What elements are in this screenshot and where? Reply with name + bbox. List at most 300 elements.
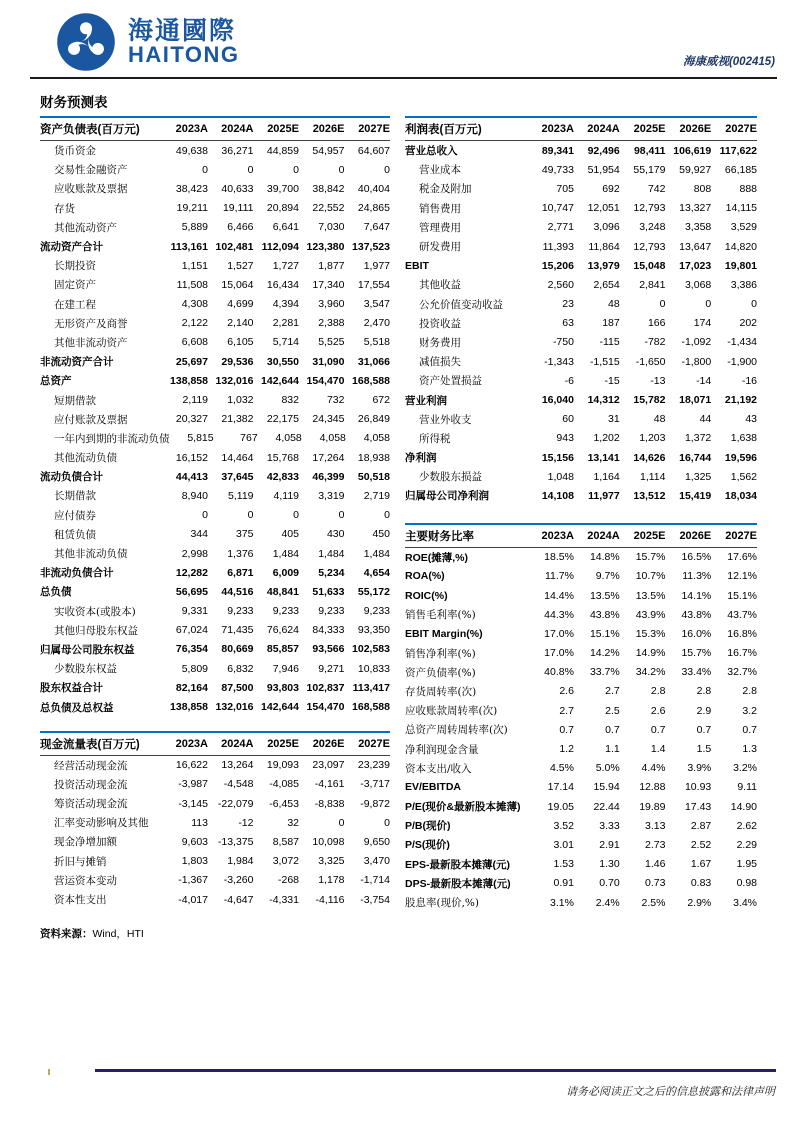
cell-value: 11,864 <box>588 240 620 253</box>
cell-value: -4,548 <box>223 778 254 791</box>
cell-value: 2.62 <box>736 819 758 832</box>
row-label: 净利润现金含量 <box>405 743 479 756</box>
cell-value: 2.9% <box>687 896 712 909</box>
cell-value: 60 <box>562 413 574 426</box>
cell-value: 13,264 <box>221 759 254 772</box>
cell-value: 14.2% <box>589 647 620 660</box>
left-column <box>40 116 390 941</box>
cell-value: -3,754 <box>360 893 390 906</box>
cell-value: 3.9% <box>687 762 712 775</box>
table-row <box>405 644 757 663</box>
column-header: 2025E <box>267 123 299 135</box>
cell-value: 0 <box>705 298 712 311</box>
cell-value: 15,419 <box>679 489 712 502</box>
cell-value: 0 <box>338 163 345 176</box>
cell-value: -1,092 <box>681 336 712 349</box>
table-row <box>40 563 390 582</box>
cell-value: 9,233 <box>272 605 299 618</box>
row-label: 交易性金融资产 <box>54 164 128 177</box>
cell-value: 11,977 <box>588 489 620 502</box>
cell-value: 4,394 <box>272 298 299 311</box>
table-row <box>40 141 390 160</box>
cell-value: 6,832 <box>227 662 254 675</box>
table-row <box>405 410 757 429</box>
row-label: 资本性支出 <box>54 894 107 907</box>
cell-value: 11,393 <box>542 240 574 253</box>
cell-value: 14,464 <box>221 451 254 464</box>
cell-value: 11.3% <box>682 570 712 583</box>
row-label: 总资产周转周转率(次) <box>405 724 508 737</box>
cell-value: 15,768 <box>266 451 299 464</box>
row-label: 股息率(现价,%) <box>405 897 480 910</box>
cell-value: 5.0% <box>595 762 620 775</box>
row-label: 少数股东损益 <box>419 471 482 484</box>
cell-value: 168,588 <box>352 374 390 387</box>
cell-value: 7,647 <box>363 221 390 234</box>
table-row <box>40 852 390 871</box>
row-label: 其他归母股东权益 <box>54 624 138 637</box>
logo-text <box>128 18 240 66</box>
cell-value: 3,960 <box>318 298 345 311</box>
cell-value: 1,032 <box>227 394 254 407</box>
row-label: 在建工程 <box>54 298 96 311</box>
cell-value: 9,233 <box>318 605 345 618</box>
cell-value: 15,206 <box>541 259 574 272</box>
row-label: 净利润 <box>405 452 437 465</box>
cell-value: 36,271 <box>221 144 254 157</box>
cell-value: 0.7 <box>696 723 712 736</box>
cell-value: 132,016 <box>215 374 254 387</box>
cell-value: 82,164 <box>175 681 208 694</box>
cell-value: 22,552 <box>312 202 345 215</box>
row-label: 少数股东权益 <box>54 663 117 676</box>
cell-value: 67,024 <box>175 624 208 637</box>
cell-value: 2,122 <box>181 317 208 330</box>
cell-value: 4,119 <box>273 489 299 502</box>
row-label: 营业外收支 <box>419 413 472 426</box>
cell-value: 19,111 <box>222 202 254 215</box>
column-header: 2026E <box>312 123 345 135</box>
column-header: 2023A <box>541 529 574 542</box>
table-row <box>405 874 757 893</box>
cell-value: 3,248 <box>639 221 666 234</box>
table-row <box>405 141 757 160</box>
cell-value: 1,048 <box>547 470 574 483</box>
cell-value: 2.4% <box>595 896 620 909</box>
row-label: 营业总收入 <box>405 145 458 158</box>
logo-chinese-name: 海通國際 <box>128 16 237 45</box>
cell-value: 19,801 <box>724 259 758 272</box>
cell-value: 102,583 <box>352 643 390 656</box>
cell-value: 15.94 <box>593 781 620 794</box>
cell-value: 430 <box>326 528 345 541</box>
cell-value: 2,771 <box>547 221 574 234</box>
cell-value: 23 <box>562 298 574 311</box>
cell-value: -8,838 <box>314 797 345 810</box>
table-row <box>405 816 757 835</box>
cell-value: 16.8% <box>727 627 758 640</box>
row-label: DPS-最新股本摊薄(元) <box>405 877 511 890</box>
cell-value: 10.93 <box>684 781 712 794</box>
cell-value: 4.5% <box>550 762 574 775</box>
row-label: 销售毛利率(%) <box>405 609 476 622</box>
column-header: 2026E <box>679 123 712 135</box>
cell-value: 18,071 <box>679 394 712 407</box>
cell-value: 30,550 <box>266 355 299 368</box>
row-label: ROIC(%) <box>405 589 448 602</box>
cell-value: 55,172 <box>357 585 390 598</box>
cell-value: 44,413 <box>175 470 208 483</box>
table-row <box>405 759 757 778</box>
table-row <box>40 160 390 179</box>
cell-value: 16,744 <box>679 451 712 464</box>
cell-value: 344 <box>190 528 208 541</box>
cell-value: 39,700 <box>266 182 299 195</box>
cell-value: 15,064 <box>221 278 254 291</box>
cell-value: 142,644 <box>261 701 299 714</box>
cell-value: 1,484 <box>272 547 299 560</box>
cell-value: 44.3% <box>544 608 574 621</box>
right-column <box>405 116 757 941</box>
cell-value: 15.1% <box>589 627 620 640</box>
cell-value: 32 <box>287 816 299 829</box>
cell-value: 34.2% <box>635 666 666 679</box>
data-source-line <box>40 926 390 941</box>
financial-ratios-table <box>405 523 757 913</box>
row-label: 实收资本(或股本) <box>54 605 136 618</box>
row-label: 营业利润 <box>405 394 447 407</box>
cell-value: 0 <box>202 509 208 522</box>
cell-value: 31 <box>608 413 620 426</box>
cell-value: 1,977 <box>363 259 390 272</box>
cell-value: 2,281 <box>272 317 299 330</box>
cell-value: 1,562 <box>730 470 758 483</box>
cell-value: 9,233 <box>227 605 254 618</box>
row-label: 经营活动现金流 <box>54 759 128 772</box>
table-row <box>40 295 390 314</box>
cell-value: -115 <box>599 336 620 349</box>
table-row <box>40 659 390 678</box>
cell-value: 2,719 <box>363 489 390 502</box>
cell-value: 13,327 <box>679 202 712 215</box>
cell-value: -1,343 <box>544 355 574 368</box>
cell-value: 54,957 <box>312 144 345 157</box>
table-row <box>40 621 390 640</box>
cell-value: 1,372 <box>684 432 712 445</box>
row-label: 总资产 <box>40 375 72 388</box>
income-statement-table <box>405 116 757 506</box>
cell-value: 3,529 <box>730 221 758 234</box>
cell-value: 113,161 <box>170 240 208 253</box>
row-label: 汇率变动影响及其他 <box>54 817 149 830</box>
table-title: 利润表(百万元) <box>405 124 482 136</box>
cell-value: 15.3% <box>635 627 666 640</box>
table-row <box>40 218 390 237</box>
row-label: 一年内到期的非流动负债 <box>54 432 170 445</box>
cell-value: 93,566 <box>312 643 345 656</box>
cell-value: 2.29 <box>736 838 758 851</box>
cell-value: -1,650 <box>635 355 666 368</box>
cell-value: 87,500 <box>221 681 254 694</box>
cell-value: 2.5 <box>605 704 620 717</box>
cell-value: 4,058 <box>363 432 390 445</box>
cell-value: 14.9% <box>635 647 666 660</box>
cell-value: 106,619 <box>673 144 712 157</box>
cell-value: 1.46 <box>645 858 666 871</box>
cell-value: 154,470 <box>306 701 345 714</box>
table-title: 资产负债表(百万元) <box>40 124 140 136</box>
cell-value: 3,096 <box>593 221 620 234</box>
cell-value: 3.1% <box>550 896 574 909</box>
cell-value: -4,161 <box>314 778 345 791</box>
cell-value: 3,358 <box>684 221 712 234</box>
cell-value: 1,527 <box>227 259 254 272</box>
cell-value: 20,894 <box>266 202 299 215</box>
cell-value: -268 <box>277 874 299 887</box>
cell-value: 0.7 <box>650 723 666 736</box>
table-row <box>405 467 757 486</box>
table-row <box>40 756 390 775</box>
cell-value: 14.1% <box>681 589 712 602</box>
table-row <box>40 544 390 563</box>
table-row <box>405 701 757 720</box>
cell-value: 18,938 <box>357 451 390 464</box>
cell-value: 43.8% <box>589 608 620 621</box>
table-row <box>40 890 390 909</box>
cell-value: 2.6 <box>559 685 574 698</box>
row-label: 销售费用 <box>419 202 461 215</box>
table-row <box>405 605 757 624</box>
cell-value: 3.2% <box>733 762 758 775</box>
cell-value: 375 <box>235 528 254 541</box>
cell-value: 24,865 <box>357 202 390 215</box>
cell-value: 2,998 <box>181 547 208 560</box>
cell-value: 0 <box>659 298 666 311</box>
cell-value: 0.73 <box>645 877 666 890</box>
cell-value: 6,641 <box>272 221 299 234</box>
cell-value: 0 <box>247 163 254 176</box>
cell-value: -782 <box>644 336 666 349</box>
table-row <box>40 275 390 294</box>
cell-value: 31,090 <box>312 355 345 368</box>
row-label: 总负债 <box>40 586 72 599</box>
table-row <box>405 237 757 256</box>
table-row <box>405 218 757 237</box>
table-row <box>405 663 757 682</box>
cell-value: 6,009 <box>272 566 299 579</box>
cell-value: 64,607 <box>357 144 390 157</box>
cell-value: 0.70 <box>599 877 620 890</box>
table-row <box>405 256 757 275</box>
cell-value: 37,645 <box>221 470 254 483</box>
row-label: 固定资产 <box>54 279 96 292</box>
cell-value: 16.0% <box>681 627 712 640</box>
row-label: 管理费用 <box>419 221 461 234</box>
cell-value: -4,647 <box>223 893 254 906</box>
table-row <box>405 390 757 409</box>
table-row <box>405 371 757 390</box>
cell-value: 17.43 <box>684 800 712 813</box>
cell-value: -1,367 <box>178 874 208 887</box>
row-label: EBIT <box>405 259 429 272</box>
cell-value: 732 <box>326 394 345 407</box>
cell-value: 4,058 <box>319 432 346 445</box>
cell-value: 202 <box>739 317 758 330</box>
cell-value: -13 <box>650 374 666 387</box>
cell-value: 2.91 <box>599 838 620 851</box>
column-header: 2025E <box>633 123 666 135</box>
cell-value: 17.0% <box>544 647 574 660</box>
tables-area <box>40 116 757 941</box>
row-label: 归属母公司净利润 <box>405 490 489 503</box>
cell-value: 12.88 <box>639 781 666 794</box>
cell-value: 13,979 <box>587 259 620 272</box>
cell-value: 1,202 <box>593 432 620 445</box>
cell-value: 2.9 <box>696 704 712 717</box>
row-label: 营运资本变动 <box>54 874 117 887</box>
table-row <box>405 567 757 586</box>
cell-value: 40,633 <box>221 182 254 195</box>
row-label: 研发费用 <box>419 241 461 254</box>
cell-value: 12,793 <box>633 240 666 253</box>
row-label: 所得税 <box>419 432 451 445</box>
cell-value: 808 <box>693 182 712 195</box>
row-label: 折旧与摊销 <box>54 855 107 868</box>
cell-value: 4,058 <box>275 432 302 445</box>
cell-value: 46,399 <box>312 470 345 483</box>
cell-value: 5,809 <box>181 662 208 675</box>
cell-value: -3,987 <box>178 778 208 791</box>
balance-sheet-table <box>40 116 390 717</box>
source-label: 资料来源： <box>40 928 93 941</box>
cell-value: 6,608 <box>181 336 208 349</box>
cell-value: 1.2 <box>559 743 574 756</box>
cell-value: 2.73 <box>645 838 666 851</box>
cell-value: 50,518 <box>357 470 390 483</box>
cell-value: 16.7% <box>727 647 758 660</box>
cell-value: 22.44 <box>593 800 620 813</box>
cell-value: 15.1% <box>727 589 758 602</box>
column-header: 2023A <box>175 737 208 750</box>
page-title: 财务预测表 <box>40 95 108 110</box>
cell-value: 1.67 <box>690 858 712 871</box>
table-row <box>40 256 390 275</box>
column-header: 2027E <box>725 529 758 542</box>
table-row <box>405 682 757 701</box>
cell-value: 93,350 <box>357 624 390 637</box>
cell-value: 0.7 <box>742 723 758 736</box>
cell-value: 55,179 <box>633 163 666 176</box>
cell-value: 2,119 <box>182 394 208 407</box>
table-header-row <box>405 523 757 548</box>
cell-value: 1,803 <box>181 855 208 868</box>
cell-value: -16 <box>741 374 758 387</box>
cell-value: 4,308 <box>181 298 208 311</box>
cell-value: 0.91 <box>553 877 574 890</box>
cell-value: 10.7% <box>635 570 666 583</box>
row-label: 总负债及总权益 <box>40 701 114 714</box>
table-row <box>405 429 757 448</box>
cell-value: 42,833 <box>266 470 299 483</box>
cell-value: 2.87 <box>690 819 712 832</box>
row-label: EV/EBITDA <box>405 781 462 794</box>
cell-value: 15.7% <box>635 551 666 564</box>
cell-value: 142,644 <box>261 374 299 387</box>
row-label: 应收账款及票据 <box>54 183 128 196</box>
table-row <box>405 160 757 179</box>
cell-value: 138,858 <box>170 374 208 387</box>
cell-value: 0 <box>384 816 390 829</box>
cell-value: 1.5 <box>696 743 712 756</box>
cell-value: 13.5% <box>589 589 620 602</box>
cell-value: -3,260 <box>223 874 254 887</box>
table-row <box>405 486 757 505</box>
cell-value: 19,596 <box>724 451 758 464</box>
cell-value: 21,192 <box>724 394 758 407</box>
cell-value: 49,638 <box>175 144 208 157</box>
cell-value: 13,512 <box>633 489 666 502</box>
cell-value: 51,633 <box>312 585 345 598</box>
cell-value: 1,203 <box>639 432 666 445</box>
cell-value: 5,518 <box>363 336 390 349</box>
row-label: ROE(摊薄,%) <box>405 551 468 564</box>
row-label: 租赁负债 <box>54 528 96 541</box>
cell-value: 154,470 <box>306 374 345 387</box>
table-row <box>40 794 390 813</box>
cell-value: 43.7% <box>727 608 758 621</box>
table-header-row <box>40 116 390 141</box>
cell-value: 138,858 <box>170 701 208 714</box>
cell-value: 29,536 <box>221 355 254 368</box>
table-row <box>40 775 390 794</box>
cell-value: 16.5% <box>681 551 712 564</box>
cell-value: 85,857 <box>266 643 299 656</box>
cell-value: 26,849 <box>357 413 390 426</box>
cell-value: 76,354 <box>175 643 208 656</box>
cell-value: 112,094 <box>261 240 299 253</box>
table-row <box>40 429 390 448</box>
table-row <box>40 448 390 467</box>
cell-value: 692 <box>602 182 620 195</box>
row-label: 短期借款 <box>54 394 96 407</box>
cell-value: 3,072 <box>272 855 299 868</box>
table-row <box>405 179 757 198</box>
cell-value: 14.8% <box>589 551 620 564</box>
table-row <box>40 199 390 218</box>
table-row <box>405 548 757 567</box>
cell-value: 18.5% <box>544 551 574 564</box>
cell-value: 17.0% <box>544 627 574 640</box>
cell-value: 2.5% <box>641 896 666 909</box>
cell-value: 38,423 <box>175 182 208 195</box>
table-row <box>405 855 757 874</box>
table-row <box>405 624 757 643</box>
cell-value: 4,699 <box>227 298 254 311</box>
cell-value: 44,859 <box>266 144 299 157</box>
table-row <box>40 179 390 198</box>
row-label: 资本支出/收入 <box>405 762 472 775</box>
row-label: 长期借款 <box>54 490 96 503</box>
header-divider <box>30 77 777 79</box>
cell-value: 38,842 <box>312 182 345 195</box>
cell-value: 11,508 <box>176 278 208 291</box>
row-label: ROA(%) <box>405 570 445 583</box>
cell-value: 2.8 <box>742 685 758 698</box>
cell-value: 51,954 <box>587 163 620 176</box>
row-label: 流动负债合计 <box>40 471 103 484</box>
cell-value: 123,380 <box>306 240 345 253</box>
table-row <box>40 871 390 890</box>
